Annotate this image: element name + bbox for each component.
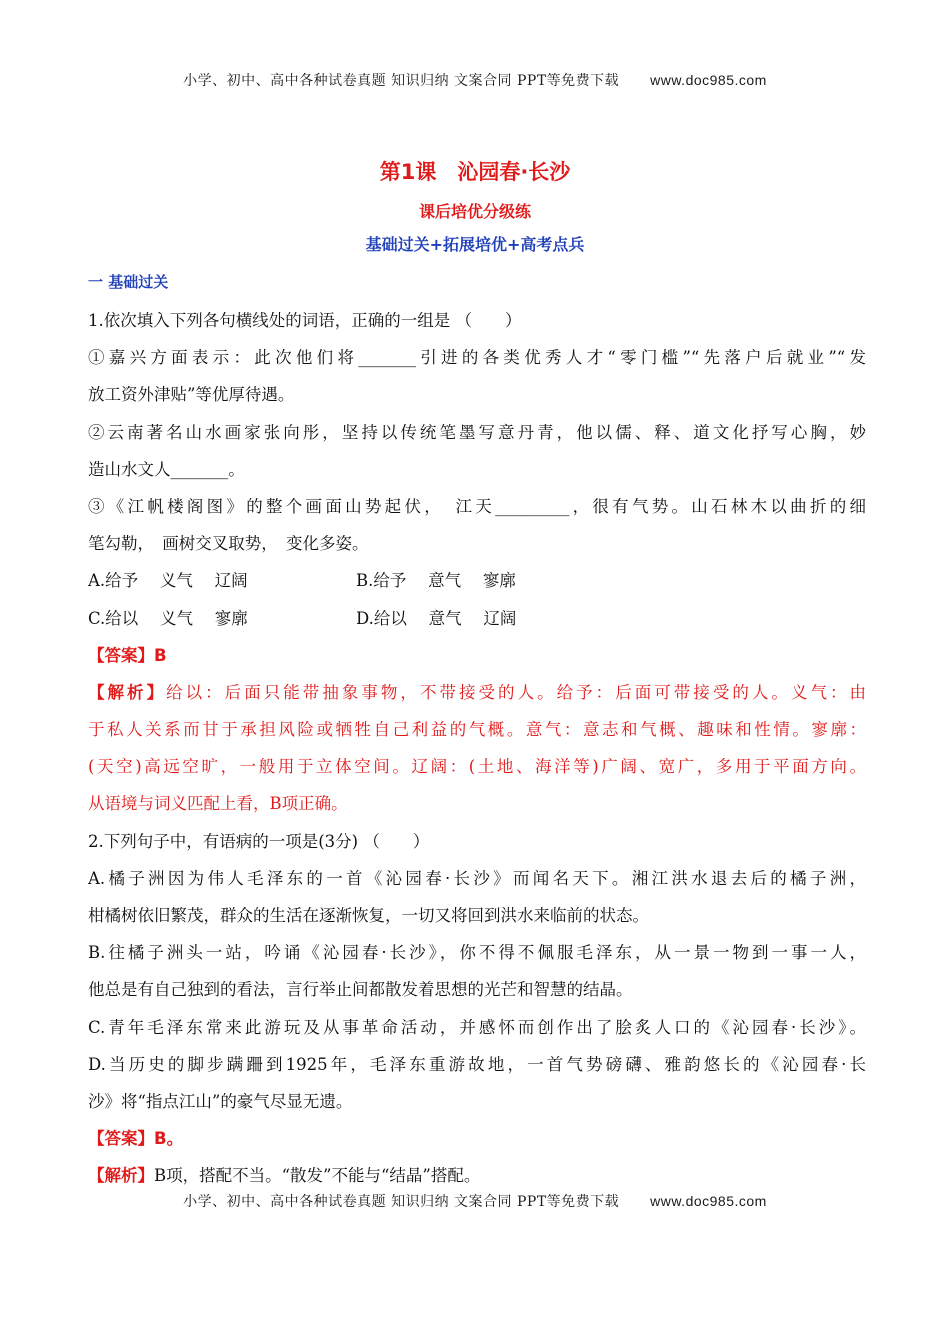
q2-answer-value: B。 bbox=[154, 1129, 184, 1149]
q2-option-d-line2: 沙》将“指点江山”的豪气尽显无遗。 bbox=[88, 1091, 353, 1111]
q1-analysis-text1: 给以：后面只能带抽象事物，不带接受的人。给予：后面可带接受的人。义气：由 bbox=[166, 682, 866, 702]
lesson-subtitle: 课后培优分级练 bbox=[418, 202, 531, 221]
q1-analysis-line4: 从语境与词义匹配上看，B项正确。 bbox=[88, 794, 348, 814]
q2-answer-tag: 【答案】 bbox=[88, 1129, 154, 1149]
q1-sentence3-line1: ③《江帆楼阁图》的整个画面山势起伏， 江天_________，很有气势。山石林木以曲折的细 bbox=[88, 496, 866, 516]
q1-answer bbox=[88, 637, 866, 674]
q2-option-b-line1: B.往橘子洲头一站，吟诵《沁园春·长沙》，你不得不佩服毛泽东，从一景一物到一事一人， bbox=[88, 943, 866, 963]
q1-option-a: A.给予 义气 辽阔 bbox=[88, 571, 248, 591]
q2-answer bbox=[88, 1120, 866, 1157]
q1-option-c: C.给以 义气 寥廓 bbox=[88, 608, 248, 628]
page-header bbox=[0, 70, 950, 90]
q1-sentence2-line1: ②云南著名山水画家张向彤，坚持以传统笔墨写意丹青，他以儒、释、道文化抒写心胸，妙 bbox=[88, 422, 866, 442]
q1-option-d: D.给以 意气 辽阔 bbox=[356, 608, 517, 628]
section-heading: 一 基础过关 bbox=[88, 273, 169, 291]
q2-option-c-line1: C.青年毛泽东常来此游玩及从事革命活动，并感怀而创作出了脍炙人口的《沁园春·长沙》。 bbox=[88, 1017, 866, 1037]
q1-sentence3-line2: 笔勾勒， 画树交叉取势， 变化多姿。 bbox=[88, 534, 369, 554]
q2-analysis-tag: 【解析】 bbox=[88, 1166, 154, 1186]
lesson-title: 第1课 沁园春·长沙 bbox=[379, 160, 571, 184]
header-site: www.doc985.com bbox=[650, 72, 767, 88]
footer-site: www.doc985.com bbox=[650, 1193, 767, 1209]
lesson-tagline: 基础过关+拓展培优+高考点兵 bbox=[365, 235, 585, 254]
q2-option-a-line1: A.橘子洲因为伟人毛泽东的一首《沁园春·长沙》而闻名天下。湘江洪水退去后的橘子洲， bbox=[88, 868, 866, 888]
q1-option-b: B.给予 意气 寥廓 bbox=[356, 571, 516, 591]
q2-analysis-line1 bbox=[88, 1157, 866, 1194]
q1-sentence1-line2: 放工资外津贴”等优厚待遇。 bbox=[88, 385, 295, 405]
q1-options-cd bbox=[88, 600, 866, 637]
footer-text: 小学、初中、高中各种试卷真题 知识归纳 文案合同 PPT等免费下载 bbox=[183, 1194, 620, 1210]
q1-analysis-tag: 【解析】 bbox=[88, 682, 167, 702]
q1-answer-value: B bbox=[154, 645, 167, 665]
q1-sentence1-line1: ①嘉兴方面表示：此次他们将_______引进的各类优秀人才“零门槛”“先落户后就业”“发 bbox=[88, 348, 866, 368]
page-footer bbox=[0, 1191, 950, 1211]
q1-analysis-line1 bbox=[88, 674, 866, 711]
q1-stem: 1.依次填入下列各句横线处的词语，正确的一组是 （ ） bbox=[88, 311, 522, 330]
q1-answer-tag: 【答案】 bbox=[88, 645, 154, 665]
q2-stem: 2.下列句子中，有语病的一项是(3分) （ ） bbox=[88, 831, 430, 851]
q2-option-d-line1: D.当历史的脚步蹒跚到1925年，毛泽东重游故地，一首气势磅礴、雅韵悠长的《沁园春·长 bbox=[88, 1054, 866, 1074]
question-content bbox=[88, 302, 866, 1195]
q1-analysis-line3: (天空)高远空旷，一般用于立体空间。辽阔：(土地、海洋等)广阔、宽广，多用于平面方向。 bbox=[88, 757, 866, 777]
q2-analysis-text1: B项，搭配不当。“散发”不能与“结晶”搭配。 bbox=[154, 1166, 481, 1186]
q1-sentence2-line2: 造山水文人_______。 bbox=[88, 459, 245, 479]
q2-option-b-line2: 他总是有自己独到的看法，言行举止间都散发着思想的光芒和智慧的结晶。 bbox=[88, 980, 633, 1000]
q1-analysis-line2: 于私人关系而甘于承担风险或牺牲自己利益的气概。意气：意志和气概、趣味和性情。寥廓： bbox=[88, 720, 866, 740]
q2-option-a-line2: 柑橘树依旧繁茂，群众的生活在逐渐恢复，一切又将回到洪水来临前的状态。 bbox=[88, 906, 649, 925]
header-text: 小学、初中、高中各种试卷真题 知识归纳 文案合同 PPT等免费下载 bbox=[183, 73, 620, 89]
q1-options-ab bbox=[88, 562, 866, 599]
